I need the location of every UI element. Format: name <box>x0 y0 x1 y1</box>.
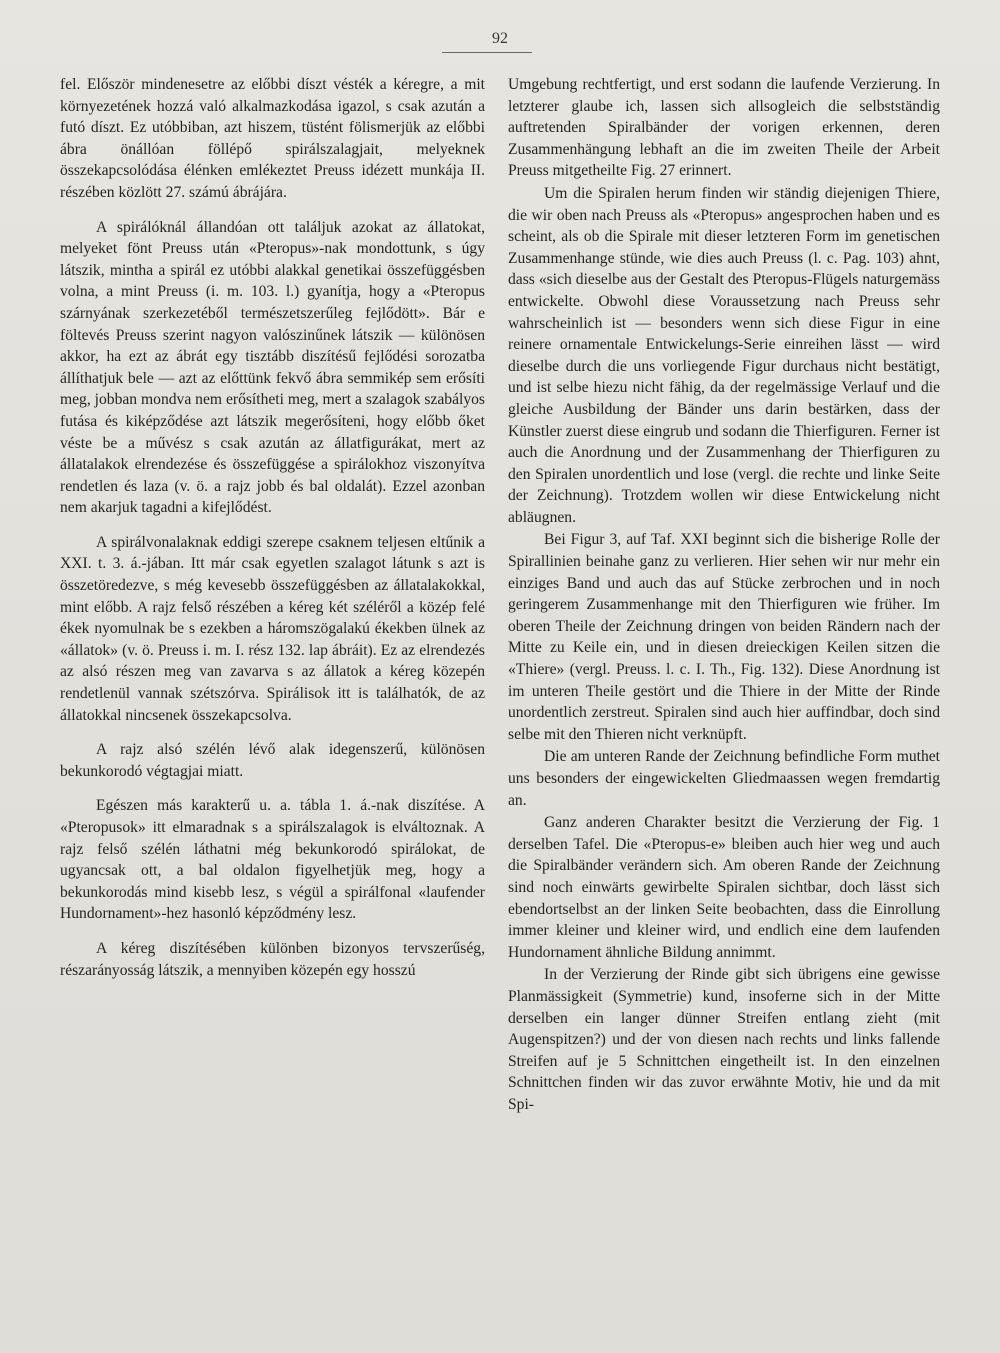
german-column <box>508 74 940 1116</box>
page-number: 92 <box>492 30 508 47</box>
paragraph: In der Verzierung der Rinde gibt sich übrigens eine gewisse Planmässigkeit (Symmetrie) kund, insoferne sich in der Mitte derselben ein langer dünner Streifen entlang zieht (mit Augenspitzen?) und der von diesen nach rechts und links fallende Streifen auf je 5 Schnittchen eingetheilt ist. In den einzelnen Schnittchen finden wir das zuvor erwähnte Motiv, hie und da mit Spi- <box>508 966 940 1113</box>
paragraph: A spirálvonalaknak eddigi szerepe csaknem teljesen eltűnik a XXI. t. 3. á.-jában. Itt már csak egyetlen szalagot látunk s azt is összetöredezve, s még kevesebb összefüggésben az állatalakokkal, mint előbb. A rajz felső részében a kéreg két széléről a közép felé ékek nyomulnak be s ezekben a háromszögalakú ékekben ülnek az «állatok» (v. ö. Preuss i. m. I. rész 132. lap ábráit). Ez az elrendezés az alsó részen meg van zavarva s az állatok a kéreg közepén rendetlenül vannak szétszórva. Spirálisok itt is találhatók, de az állatokkal nincsenek összekapcsolva. <box>60 533 485 724</box>
paragraph: A rajz alsó szélén lévő alak idegenszerű, különösen bekunkorodó végtagjai miatt. <box>60 741 485 780</box>
paragraph: fel. Először mindenesetre az előbbi díszt vésték a kéregre, a mit környezetének hozzá való alkalmazkodása igazol, s csak azután a futó díszt. Ez utóbbiban, azt hiszem, tüstént fölismerjük az előbbi ábra önállóan föllépő spirálszalagjait, melyeknek összekapcsolódása élénken emlékeztet Preuss idézett munkája II. részében közlött 27. számú ábrájára. <box>60 76 485 201</box>
paragraph: Bei Figur 3, auf Taf. XXI beginnt sich die bisherige Rolle der Spirallinien beinahe ganz zu verlieren. Hier sehen wir nur mehr ein einziges Band und auch das auf Stücke zerbrochen und in noch geringerem Zusammenhange mit den Thierfiguren wie früher. Im oberen Theile der Zeichnung dringen von beiden Rändern nach der Mitte zu Keile ein, und in diesen dreieckigen Keilen sitzen die «Thiere» (vergl. Preuss. l. c. I. Th., Fig. 132). Diese Anordnung ist im unteren Theile gestört und die Thiere in der Mitte der Rinde unordentlich zerstreut. Spiralen sind auch hier auffindbar, doch sind selbe mit den Thieren nicht verknüpft. <box>508 531 940 743</box>
hungarian-column <box>60 74 485 981</box>
paragraph: A spirálóknál állandóan ott találjuk azokat az állatokat, melyeket fönt Preuss után «Pteropus»-nak mondottunk, s úgy látszik, mintha a spirál ez utóbbi alakkal genetikai összefüggésben volna, a mint Preuss (i. m. 103. l.) gyanítja, hogy a «Pteropus szárnyának szerkezetéből természetszerűleg fejlődött». Bár e föltevés Preuss szerint nagyon valószinűnek látszik — különösen akkor, ha ezt az ábrát egy tisztább diszítésű fejlődési sorozatba állíthatjuk bele — azt az előttünk fekvő ábra semmikép sem erősíti meg, jobban mondva nem erősítheti meg, mert a szalagok szabályos futása és kiképződése azt látszik megerősíteni, hogy előbb őket véste be a művész s csak azután az állatfigurákat, mert az állatalakok elrendezése és összefüggése a spirálokhoz viszonyítva rendetlen és laza (v. ö. a rajz jobb és bal oldalát). Ezzel azonban nem akarjuk tagadni a kifejlődést. <box>60 218 485 517</box>
paragraph: Egészen más karakterű u. a. tábla 1. á.-nak diszítése. A «Pteropusok» itt elmaradnak s a spirálszalagok is elváltoznak. A rajz felső szélén láthatni még bekunkorodó spirálokat, de ugyancsak ott, a bal oldalon figyelhetjük meg, hogy a bekunkorodás mind kisebb lesz, s végül a spirálfonal «laufender Hundornament»-hez hasonló képződmény lesz. <box>60 797 485 923</box>
page-number-rule <box>442 52 532 53</box>
paragraph: Umgebung rechtfertigt, und erst sodann die laufende Verzierung. In letzterer glaube ich, lassen sich allsogleich die selbstständig auftretenden Spiralbänder der vorigen erkennen, deren Zusammenhängung lebhaft an die im zweiten Theile der Arbeit Preuss mitgetheilte Fig. 27 erinnert. <box>508 76 940 180</box>
paragraph: A kéreg diszítésében különben bizonyos tervszerűség, részarányosság látszik, a mennyiben közepén egy hosszú <box>60 939 485 979</box>
paragraph: Um die Spiralen herum finden wir ständig diejenigen Thiere, die wir oben nach Preuss als «Pteropus» angesprochen haben und es scheint, als ob die Spirale mit dieser letzteren Form im genetischen Zusammenhange stünde, wie dies auch Preuss (l. c. Pag. 103) ahnt, dass «sich dieselbe aus der Gestalt des Pteropus-Flügels naturgemäss entwickelte. Obwohl diese Voraussetzung nach Preuss sehr wahrscheinlich ist — besonders wenn sich diese Figur in eine reinere ornamentale Entwickelungs-Serie einreihen lässt — wird dieselbe durch die uns vorliegende Figur durchaus nicht bestätigt, und ist selbe hiezu nicht fähig, da der regelmässige Verlauf und die gleiche Ausbildung der Bänder uns darin bestärken, dass der Künstler zuerst diese eingrub und sodann die Thierfiguren. Ferner ist auch die Anordnung und der Zusammenhang der Thierfiguren zu den Spiralen unordentlich und lose (vergl. die rechte und linke Seite der Zeichnung). Trotzdem wollen wir diese Entwickelung nicht abläugnen. <box>508 184 940 526</box>
paragraph: Die am unteren Rande der Zeichnung befindliche Form muthet uns besonders der eingewickelten Gliedmaassen wegen fremdartig an. <box>508 748 940 809</box>
paragraph: Ganz anderen Charakter besitzt die Verzierung der Fig. 1 derselben Tafel. Die «Pteropus-e» bleiben auch hier weg und auch die Spiralbänder verändern sich. Am oberen Rande der Zeichnung sind noch einwärts gewirbelte Spiralen sichtbar, doch lässt sich ebendortselbst an der linken Seite beobachten, dass die Einrollung immer kleiner und kleiner wird, und endlich eine dem laufenden Hundornament ähnliche Bildung annimmt. <box>508 814 940 961</box>
